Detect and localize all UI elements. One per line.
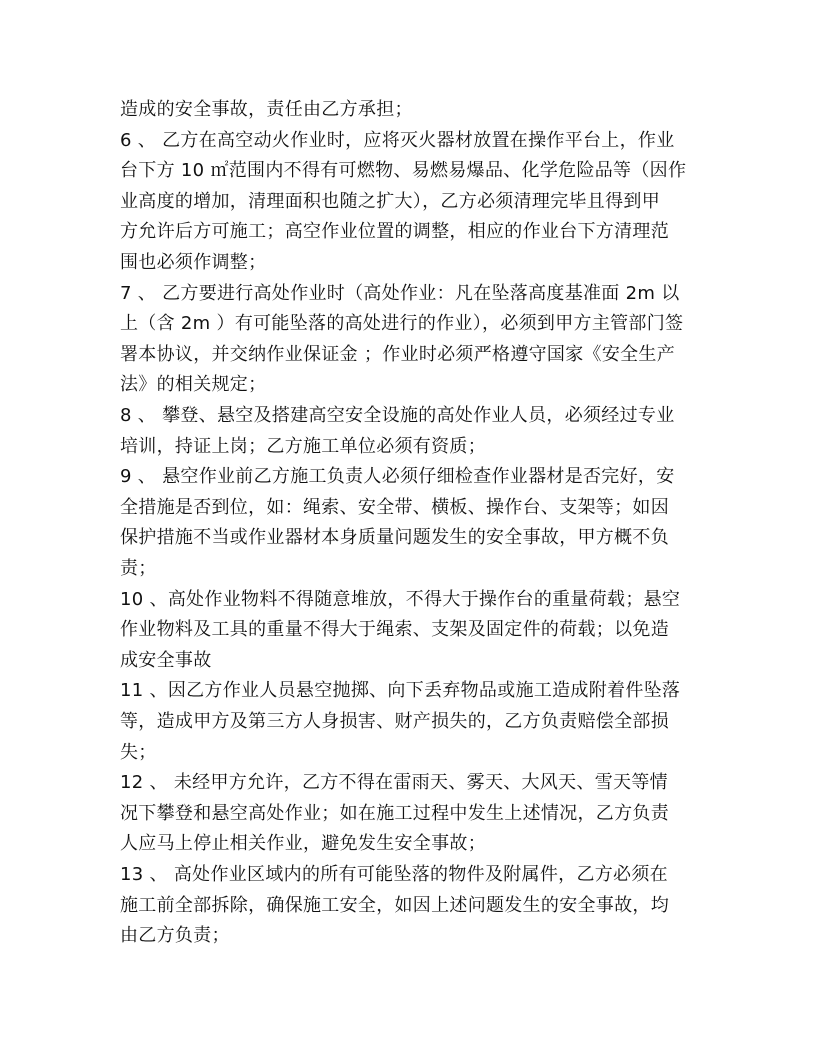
- text-line: 上（含 2m ）有可能坠落的高处进行的作业），必须到甲方主管部门签: [120, 313, 684, 335]
- text-line: 培训，持证上岗；乙方施工单位必须有资质；: [120, 435, 486, 457]
- text-line: 台下方 10 ㎡范围内不得有可燃物、易燃易爆品、化学危险品等（因作: [120, 160, 687, 182]
- text-line: 方允许后方可施工；高空作业位置的调整，相应的作业台下方清理范: [120, 221, 669, 243]
- text-line: 8 、 攀登、悬空及搭建高空安全设施的高处作业人员，必须经过专业: [120, 405, 675, 426]
- text-line: 由乙方负责；: [120, 925, 230, 947]
- text-line: 全措施是否到位，如：绳索、安全带、横板、操作台、支架等；如因: [120, 496, 669, 518]
- text-line: 法》的相关规定；: [120, 374, 267, 396]
- text-line: 况下攀登和悬空高处作业；如在施工过程中发生上述情况，乙方负责: [120, 802, 669, 824]
- text-line: 造成的安全事故，责任由乙方承担；: [120, 99, 413, 120]
- text-line: 人应马上停止相关作业，避免发生安全事故；: [120, 833, 486, 855]
- text-line: 9 、 悬空作业前乙方施工负责人必须仔细检查作业器材是否完好，安: [120, 466, 675, 488]
- text-line: 失；: [120, 741, 157, 763]
- text-line: 7 、 乙方要进行高处作业时（高处作业：凡在坠落高度基准面 2m 以: [120, 282, 680, 304]
- text-line: 保护措施不当或作业器材本身质量问题发生的安全事故，甲方概不负: [120, 527, 669, 549]
- text-line: 10 、高处作业物料不得随意堆放，不得大于操作台的重量荷载；悬空: [120, 588, 681, 610]
- text-line: 12 、 未经甲方允许，乙方不得在雷雨天、雾天、大风天、雪天等情: [120, 772, 668, 794]
- text-line: 作业物料及工具的重量不得大于绳索、支架及固定件的荷载；以免造: [120, 619, 669, 641]
- text-line: 11 、因乙方作业人员悬空抛掷、向下丢弃物品或施工造成附着件坠落: [120, 680, 681, 702]
- text-line: 13 、 高处作业区域内的所有可能坠落的物件及附属件，乙方必须在: [120, 864, 668, 885]
- text-line: 成安全事故: [120, 649, 212, 671]
- text-line: 6 、 乙方在高空动火作业时，应将灭火器材放置在操作平台上，作业: [120, 129, 675, 151]
- text-line: 施工前全部拆除，确保施工安全，如因上述问题发生的安全事故，均: [120, 894, 669, 916]
- text-line: 等，造成甲方及第三方人身损害、财产损失的，乙方负责赔偿全部损: [120, 711, 669, 732]
- text-line: 署本协议，并交纳作业保证金 ；作业时必须严格遵守国家《安全生产: [120, 343, 676, 365]
- text-line: 责；: [120, 558, 157, 579]
- text-line: 业高度的增加，清理面积也随之扩大），乙方必须清理完毕且得到甲: [120, 190, 660, 212]
- text-line: 围也必须作调整；: [120, 252, 267, 273]
